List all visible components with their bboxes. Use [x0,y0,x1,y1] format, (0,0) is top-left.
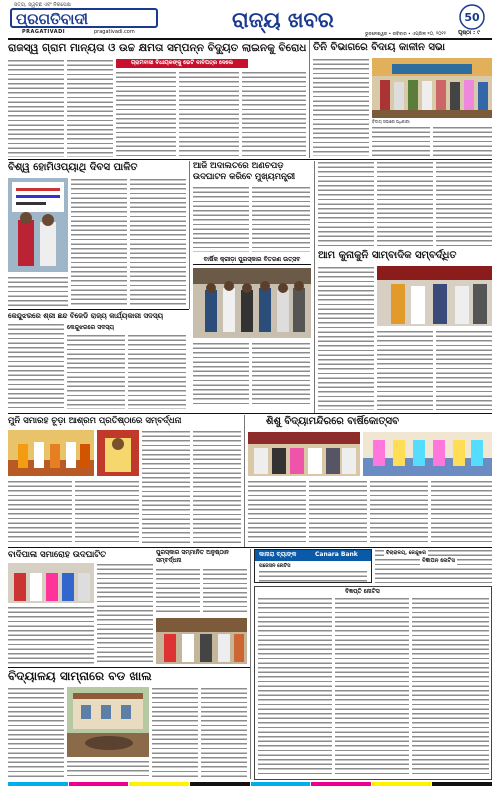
masthead-rule [8,38,492,40]
notice-title: ବିଜ୍ଞପ୍ତି ନୋଟିସ [345,588,380,595]
bank-ad-body [259,570,367,582]
school-body-3 [152,687,198,779]
shishu-photo-1 [248,432,360,476]
court-title: ବିଚାରାଳୟ, କେନ୍ଦୁଝର [386,550,426,556]
right-body-1 [318,161,374,247]
divider [250,549,251,779]
badipala-headline: ବାଦିପାଳା ସମାରୋହ ଉଦଘାଟିତ [8,550,107,560]
homeopathy-body-2 [130,178,186,306]
homeopathy-photo [8,178,68,272]
notice-box [254,586,492,780]
right-body-2 [377,161,433,247]
bjd-body-2 [67,334,125,409]
fire-body-1 [156,568,200,614]
lead-body-col1 [8,59,64,157]
fire-photo [156,618,247,664]
lead-body-col2 [67,59,113,157]
bank-ad-header [255,550,371,561]
shishu-body-2 [309,480,367,544]
muni-body-2 [75,480,139,544]
divider [314,161,315,413]
homeopathy-body-1 [71,178,127,306]
journalist-body-3 [436,330,492,410]
journalist-headline: ଆମ କୁନାକୁନି ସାମ୍ବାଦିକ ସମ୍ବର୍ଦ୍ଧିତ [318,250,457,261]
homeopathy-headline: ବିଶ୍ୱ ହୋମିଓପ୍ୟାଥି ଦିବସ ପାଳିତ [8,162,138,173]
three-dept-body-a [313,58,369,156]
school-body-2 [67,760,149,779]
shishu-photo-2 [363,432,492,476]
page-label: ପୃଷ୍ଠା : ୯ [458,30,480,36]
logo-sub: PRAGATIVADI [22,29,66,35]
bjd-body-1 [8,323,64,409]
lead-body-col3 [116,71,176,157]
school-headline: ବିଦ୍ୟାଳୟ ସାମ୍ନାରେ ବଡ ଖାଲ [8,669,152,683]
waterfall-headline: ଆଜି ଅଦାଲତରେ ଅଣଚପଡ଼ ଉଦଘାଟନ କରିବେ ମୁଖ୍ୟମନ୍ତ୍ରୀ [193,161,296,182]
divider [189,161,190,309]
anniversary-logo [454,3,490,31]
three-dept-body-b [372,126,430,156]
muni-photo [8,430,94,476]
homeopathy-body-0 [8,276,68,306]
notice-body-3 [412,597,489,777]
registration-bar [8,782,492,786]
possession-notice: ପଜେସନ ନୋଟିସ [259,563,291,569]
waterfall-body-1 [193,186,249,252]
three-dept-caption: ବିଦାୟ ସଭାରେ ଅଧିକାରୀ [372,119,410,124]
svg-text:50: 50 [464,11,480,24]
sports-headline: ବାର୍ଷିକ କ୍ରୀଡ଼ା ପୁରସ୍କାର ବିତରଣ ଉତ୍ସବ [193,255,311,265]
badipala-body-2 [97,563,153,664]
logo [10,8,158,28]
muni-body-4 [193,430,241,544]
bank-ad [254,549,372,583]
lead-body-col5 [242,71,306,157]
sports-body-1 [193,342,249,404]
shishu-body-3 [370,480,428,544]
shishu-headline: ଶିଶୁ ବିଦ୍ୟାମନ୍ଦିରରେ ବାର୍ଷିକୋତ୍ସବ [266,416,399,427]
bank-name: କାନାରା ବ୍ୟାଙ୍କ [259,551,297,558]
sports-body-2 [252,342,310,404]
rule-2 [8,309,189,310]
right-body-3 [436,161,492,247]
shishu-body-1 [248,480,306,544]
court-notice: ବିଜ୍ଞାପନ ନୋଟିସ [422,558,455,564]
three-dept-headline: ତିନି ବିଭାଗରେ ବିଦାୟ କାଳୀନ ସଭା [313,42,446,53]
rule-4 [8,547,492,548]
three-dept-body-c [433,126,492,156]
badipala-photo [8,563,94,603]
muni-body-3 [142,430,190,544]
school-body-1 [8,687,64,779]
bjd-sub-headline: କେନ୍ଦୁଝରରେ ସଦସ୍ୟ [67,324,115,331]
masthead [0,0,500,38]
rule-1 [8,159,492,160]
lead-kicker: ଗ୍ରାମବାସୀ ବିଧାୟକଙ୍କୁ ଭେଟି ଦାବିପତ୍ର ଦେଲେ [116,59,248,68]
lead-body-col4 [179,71,239,157]
journalist-body-1 [318,266,374,410]
muni-body-1 [8,480,72,544]
muni-photo-2 [97,430,139,476]
date-line: ଭୁବନେଶ୍ୱର • ରବିବାର • ଏପ୍ରିଲ ୧୦, ୨୦୨୨ [365,32,446,37]
notice-body-1 [258,597,332,777]
three-dept-photo [372,58,492,118]
bank-name-en: Canara Bank [315,551,358,558]
divider [244,415,245,547]
waterfall-body-2 [252,186,310,252]
logo-text: ପ୍ରଗତିବାଦୀ [16,10,89,28]
badipala-body-1 [8,606,94,664]
lead-headline: ରାଜସ୍ୱ ଗ୍ରାମ ମାନ୍ୟତା ଓ ଉଚ୍ଚ କ୍ଷମତା ସମ୍ପନ୍ନ ବିଦ୍ୟୁତ ଲାଇନକୁ ବିରୋଧ [8,42,306,54]
divider [309,40,310,158]
notice-body-2 [335,597,409,777]
school-photo [67,687,149,757]
tagline: ସତ୍ୟ, ସ୍ୱଚ୍ଛ ଏବଂ ନିରପେକ୍ଷ [14,2,71,8]
shishu-body-4 [431,480,492,544]
bjd-body-3 [128,334,186,409]
school-body-4 [201,687,247,779]
website: pragativadi.com [94,29,135,35]
sports-photo [193,268,311,338]
journalist-body-2 [377,330,433,410]
section-title: ରାଜ୍ୟ ଖବର [232,7,334,32]
rule-3 [8,413,492,414]
journalist-photo [377,266,492,326]
fire-headline: ପୁରସ୍କାର ସମ୍ମାନିତ ଅନୁଷ୍ଠାନ ସମ୍ବର୍ଦ୍ଧନା [156,549,229,564]
fire-body-2 [203,568,247,614]
bjd-headline: କେନ୍ଦୁଝରରେ ଶ୍ରୀ ଛନ୍ଦ ବିଜେଡି ରାଜ୍ୟ କାର୍ଯ୍ୟକାରୀ ସଦସ୍ୟ [8,311,164,320]
muni-headline: ମୁନି ସମାରହ ଚୂଡ଼ା ଆଶ୍ରମ ପ୍ରତିଷ୍ଠାରେ ସମ୍ବର୍ଦ୍ଧନା [8,416,182,426]
